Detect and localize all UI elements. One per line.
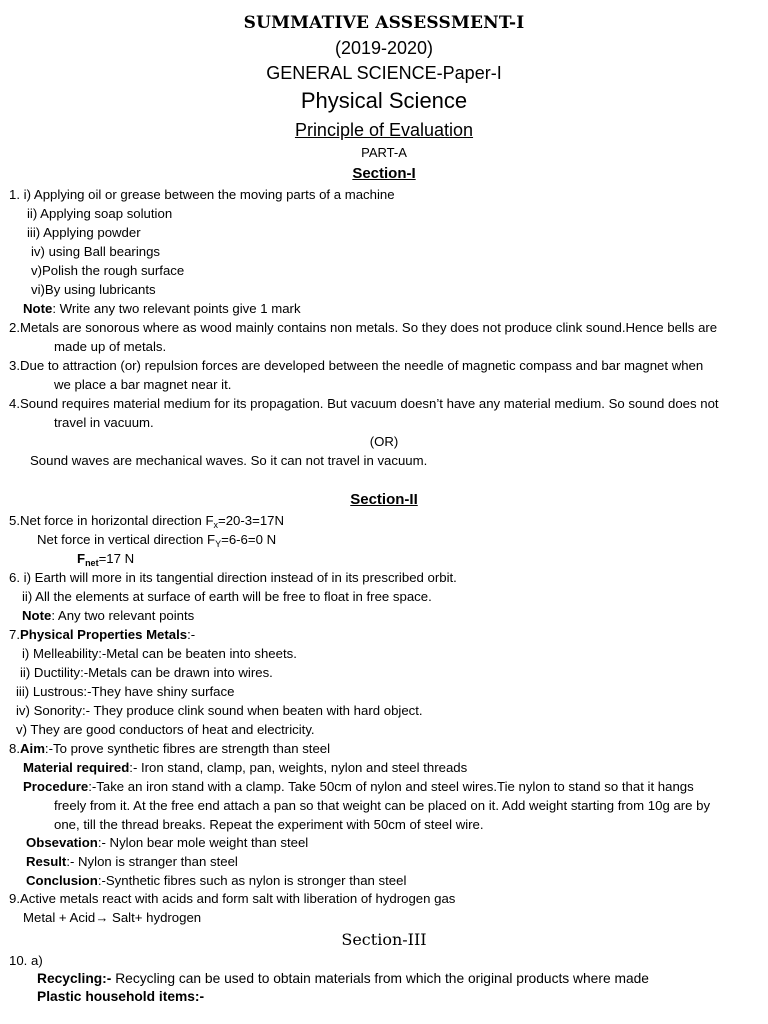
material-text: :- Iron stand, clamp, pan, weights, nylon and steel threads (129, 760, 468, 775)
q10-plastic-heading (37, 988, 204, 1006)
conclusion-label: Conclusion (26, 873, 98, 888)
q8-procedure-3: one, till the thread breaks. Repeat the experiment with 50cm of steel wire. (54, 817, 484, 832)
q2-line-2: made up of metals. (54, 339, 167, 354)
q7-item-iv: iv) Sonority:- They produce clink sound when beaten with hard object. (16, 703, 423, 718)
q5-horizontal-value: =20-3=17N (218, 513, 285, 528)
q7-item-ii: ii) Ductility:-Metals can be drawn into wires. (20, 665, 273, 680)
q1-item-iii: iii) Applying powder (27, 225, 141, 240)
q1-item-iv: iv) using Ball bearings (31, 244, 161, 259)
q7-heading (9, 626, 195, 644)
note-text: : Any two relevant points (51, 608, 195, 623)
q8-procedure-2: freely from it. At the free end attach a pan so that weight can be placed on it. Add weight starting from 10g are by (54, 798, 711, 813)
q4-alternative: Sound waves are mechanical waves. So it can not travel in vacuum. (30, 453, 428, 468)
observation-label: Obsevation (26, 835, 98, 850)
q8-conclusion (26, 872, 406, 890)
subscript-net: net (85, 558, 99, 568)
q1-item-i: 1. i) Applying oil or grease between the moving parts of a machine (9, 187, 395, 202)
q10-number: 10. a) (9, 953, 43, 968)
equation-reactants: Metal + Acid (23, 910, 96, 925)
recycling-text: Recycling can be used to obtain materials from which the original products where made (111, 971, 649, 986)
q6-note (22, 607, 194, 625)
q5-vertical (37, 531, 276, 553)
q6-item-i: 6. i) Earth will more in its tangential direction instead of in its prescribed orbit. (9, 570, 457, 585)
q7-item-i: i) Melleability:-Metal can be beaten into sheets. (22, 646, 297, 661)
note-label: Note (22, 608, 52, 623)
q6-item-ii: ii) All the elements at surface of earth will be free to float in free space. (22, 589, 432, 604)
q9-line-1: 9.Active metals react with acids and form salt with liberation of hydrogen gas (9, 891, 456, 906)
q8-aim (9, 740, 330, 758)
subscript-y: Y (215, 539, 222, 549)
plastic-label: Plastic household items:- (37, 989, 205, 1004)
q5-vertical-text: Net force in vertical direction F (37, 532, 216, 547)
q2-line-1: 2.Metals are sonorous where as wood mainly contains non metals. So they does not produce clink sound.Hence bells are (9, 320, 718, 335)
arrow-right-icon: → (95, 910, 109, 925)
section-1-heading: Section-I (352, 165, 416, 182)
q5-vertical-value: =6-6=0 N (221, 532, 277, 547)
q10-recycling (37, 970, 649, 988)
q7-item-v: v) They are good conductors of heat and electricity. (16, 722, 315, 737)
conclusion-text: :-Synthetic fibres such as nylon is stronger than steel (97, 873, 407, 888)
note-label: Note (23, 301, 53, 316)
q3-line-2: we place a bar magnet near it. (54, 377, 232, 392)
q7-tail: :- (187, 627, 196, 642)
q1-item-v: v)Polish the rough surface (31, 263, 185, 278)
equation-products: Salt+ hydrogen (108, 910, 202, 925)
q4-or: (OR) (369, 434, 399, 449)
q7-item-iii: iii) Lustrous:-They have shiny surface (16, 684, 235, 699)
q1-item-ii: ii) Applying soap solution (27, 206, 173, 221)
subscript-x: x (213, 520, 219, 530)
q9-equation (23, 909, 201, 927)
q8-observation (26, 834, 308, 852)
aim-label: Aim (20, 741, 45, 756)
subject-title: Physical Science (300, 88, 468, 113)
q4-line-2: travel in vacuum. (54, 415, 154, 430)
material-label: Material required (23, 760, 130, 775)
part-label: PART-A (361, 145, 407, 160)
q1-item-vi: vi)By using lubricants (31, 282, 156, 297)
section-3-heading: Section-III (341, 930, 427, 949)
academic-year: (2019-2020) (334, 38, 434, 58)
q7-title: Physical Properties Metals (20, 627, 188, 642)
principle-heading: Principle of Evaluation (294, 120, 474, 140)
q8-procedure-1 (23, 778, 694, 796)
q5-net-value: =17 N (98, 551, 135, 566)
q8-result (26, 853, 238, 871)
q1-note (23, 300, 301, 318)
q8-material (23, 759, 467, 777)
section-2-heading: Section-II (350, 491, 418, 508)
q5-horizontal-text: 5.Net force in horizontal direction F (9, 513, 214, 528)
assessment-title: SUMMATIVE ASSESSMENT-I (243, 13, 525, 33)
paper-title: GENERAL SCIENCE-Paper-I (266, 63, 502, 83)
procedure-label: Procedure (23, 779, 89, 794)
observation-text: :- Nylon bear mole weight than steel (97, 835, 309, 850)
result-text: :- Nylon is stranger than steel (66, 854, 238, 869)
q3-line-1: 3.Due to attraction (or) repulsion forces are developed between the needle of magnetic compass and bar magnet when (9, 358, 704, 373)
q4-line-1: 4.Sound requires material medium for its propagation. But vacuum doesn’t have any material medium. So sound does not (9, 396, 719, 411)
note-text: : Write any two relevant points give 1 mark (52, 301, 301, 316)
q8-number: 8. (9, 741, 20, 756)
result-label: Result (26, 854, 67, 869)
q7-number: 7. (9, 627, 20, 642)
procedure-text: :-Take an iron stand with a clamp. Take 50cm of nylon and steel wires.Tie nylon to stand so that it hangs (88, 779, 694, 794)
recycling-label: Recycling:- (37, 971, 112, 986)
q5-net-symbol: F (77, 551, 86, 566)
aim-text: :-To prove synthetic fibres are strength than steel (44, 741, 331, 756)
